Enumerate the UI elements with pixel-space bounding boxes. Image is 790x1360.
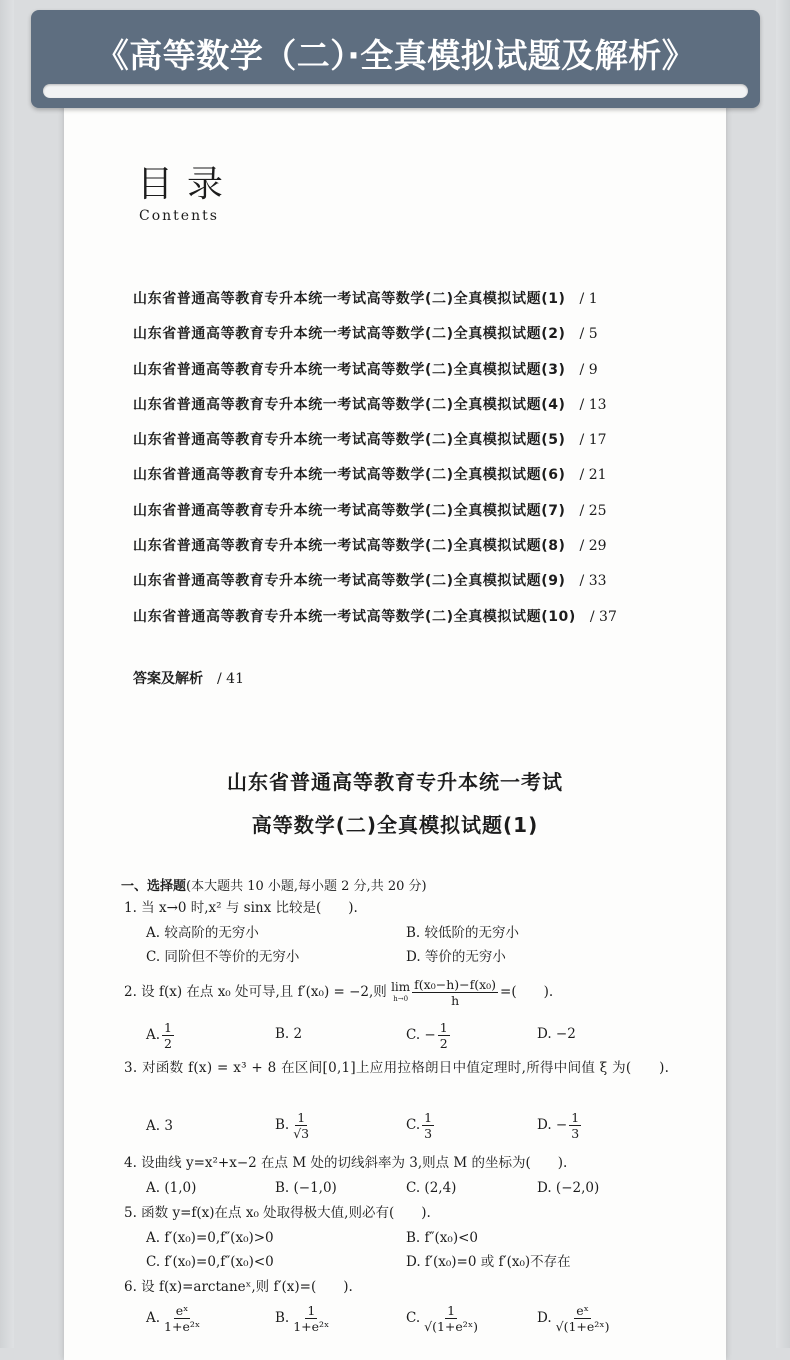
option-label: A. [146,1310,161,1326]
toc-item-page: / 29 [579,538,607,555]
option-fraction [291,1303,331,1334]
question-3-stem: 3. 对函数 f(x) = x³ + 8 在区间[0,1]上应用拉格朗日中值定理时,所得中间值 ξ 为( ). [124,1060,670,1076]
fraction-denominator: 1+e²ˣ [164,1319,201,1334]
toc-title: 目录 [137,164,238,205]
option-label: B. [275,1310,290,1326]
question-6-option-d [537,1303,614,1334]
question-4-option-b: B. (−1,0) [275,1180,337,1196]
toc-answers-page: / 41 [217,671,244,687]
question-6-option-b [275,1303,333,1334]
question-5-option-d: D. f′(x₀)=0 或 f′(x₀)不存在 [406,1254,571,1270]
toc-item-label: 山东省普通高等教育专升本统一考试高等数学(二)全真模拟试题(5) [133,432,566,449]
toc-item[interactable] [133,464,693,499]
section-label: 一、选择题 [121,879,187,894]
fraction-numerator: 1 [297,1110,306,1125]
option-fraction [162,1303,202,1334]
fraction-denominator: 3 [571,1126,580,1141]
toc-item-page: / 33 [579,573,607,590]
fraction-denominator: √(1+e²ˣ) [424,1319,478,1334]
toc-item-label: 山东省普通高等教育专升本统一考试高等数学(二)全真模拟试题(7) [133,502,566,519]
question-2-option-c [406,1020,452,1051]
fraction-numerator: 1 [164,1020,172,1035]
question-2-text: 2. 设 f(x) 在点 x₀ 处可导,且 f′(x₀) = −2,则 [124,984,387,1000]
title-banner [31,10,760,108]
toc-item[interactable] [133,394,693,429]
toc-item-label: 山东省普通高等教育专升本统一考试高等数学(二)全真模拟试题(6) [133,467,566,484]
toc-item-page: / 25 [579,502,607,519]
toc-item-label: 山东省普通高等教育专升本统一考试高等数学(二)全真模拟试题(3) [133,361,566,378]
question-1-option-a: A. 较高阶的无穷小 [146,925,259,941]
option-label: D. − [537,1117,568,1133]
fraction-denominator: 3 [424,1126,433,1141]
question-1-stem: 1. 当 x→0 时,x² 与 sinx 比较是( ). [124,900,358,916]
toc-item[interactable] [133,323,693,358]
question-2-option-a [146,1020,176,1051]
question-6-option-a [146,1303,204,1334]
banner-title: 《高等数学（二）·全真模拟试题及解析》 [95,36,696,75]
question-3-option-b [275,1110,313,1141]
toc-item[interactable] [133,288,693,323]
question-4-option-c: C. (2,4) [406,1180,457,1196]
toc-item[interactable] [133,570,693,605]
fraction-denominator: √(1+e²ˣ) [555,1319,610,1334]
question-4-stem: 4. 设曲线 y=x²+x−2 在点 M 处的切线斜率为 3,则点 M 的坐标为( ). [124,1155,568,1171]
question-3-option-d [537,1110,583,1141]
question-3-option-c [406,1110,436,1141]
background-right-edge [776,0,790,1348]
toc-item-label: 山东省普通高等教育专升本统一考试高等数学(二)全真模拟试题(8) [133,538,566,555]
fraction-numerator: eˣ [175,1303,189,1318]
question-3-option-a: A. 3 [146,1118,173,1134]
question-2-stem [124,975,553,1009]
toc-item[interactable] [133,535,693,570]
question-1-option-d: D. 等价的无穷小 [406,949,506,965]
option-label: B. [275,1117,290,1133]
toc-item-label: 山东省普通高等教育专升本统一考试高等数学(二)全真模拟试题(10) [133,608,576,625]
toc-answers-item[interactable] [133,668,244,688]
question-4-option-d: D. (−2,0) [537,1180,600,1196]
toc-list [133,288,693,641]
option-fraction [438,1020,450,1051]
option-fraction [554,1303,612,1334]
option-label: C. − [406,1027,436,1043]
toc-item-page: / 21 [579,467,607,484]
exam-title-line1: 山东省普通高等教育专升本统一考试 [227,770,563,794]
question-6-option-c [406,1303,482,1334]
toc-item-label: 山东省普通高等教育专升本统一考试高等数学(二)全真模拟试题(2) [133,326,566,343]
option-fraction [569,1110,581,1141]
question-2-option-d: D. −2 [537,1026,576,1042]
question-5-option-b: B. f″(x₀)<0 [406,1230,479,1246]
toc-item-page: / 37 [589,608,617,625]
toc-item[interactable] [133,500,693,535]
option-fraction [162,1020,174,1051]
option-label: C. [406,1117,421,1133]
limit-subscript: h→0 [393,994,409,1003]
question-4-option-a: A. (1,0) [146,1180,197,1196]
option-fraction [422,1303,480,1334]
toc-subtitle: Contents [139,208,219,224]
fraction-denominator: √3 [293,1126,310,1141]
question-6-stem: 6. 设 f(x)=arctaneˣ,则 f′(x)=( ). [124,1279,353,1295]
fraction-numerator: 1 [571,1110,580,1125]
option-fraction [291,1110,311,1141]
toc-item-label: 山东省普通高等教育专升本统一考试高等数学(二)全真模拟试题(4) [133,396,566,413]
option-fraction [422,1110,434,1141]
fraction-numerator: 1 [424,1110,433,1125]
toc-item-page: / 9 [579,361,598,378]
question-2-option-b: B. 2 [275,1026,303,1042]
toc-item-page: / 17 [579,432,607,449]
option-label: D. [537,1310,552,1326]
section-heading [121,875,427,894]
question-2-fraction [412,977,498,1008]
toc-item-page: / 5 [579,326,598,343]
toc-item[interactable] [133,606,693,641]
question-1-option-b: B. 较低阶的无穷小 [406,925,520,941]
question-5-option-a: A. f′(x₀)=0,f″(x₀)>0 [146,1230,274,1246]
section-note: (本大题共 10 小题,每小题 2 分,共 20 分) [186,879,427,894]
fraction-denominator: 2 [439,1036,448,1051]
fraction-numerator: 1 [439,1020,448,1035]
option-label: C. [406,1310,421,1326]
question-5-option-c: C. f′(x₀)=0,f″(x₀)<0 [146,1254,274,1270]
fraction-numerator: 1 [307,1303,316,1318]
fraction-numerator: eˣ [576,1303,589,1318]
question-2-tail: =( ). [500,984,554,1000]
toc-item-label: 山东省普通高等教育专升本统一考试高等数学(二)全真模拟试题(1) [133,291,566,307]
fraction-denominator: 2 [164,1036,172,1051]
toc-item[interactable] [133,359,693,394]
option-label: A. [146,1027,161,1043]
question-5-stem: 5. 函数 y=f(x)在点 x₀ 处取得极大值,则必有( ). [124,1205,431,1221]
question-2-limit [391,981,410,1005]
fraction-denominator: 1+e²ˣ [293,1319,330,1334]
question-1-option-c: C. 同阶但不等价的无穷小 [146,949,300,965]
exam-title-line2: 高等数学(二)全真模拟试题(1) [251,813,539,837]
toc-answers-label: 答案及解析 [133,671,203,687]
toc-item-page: / 13 [579,396,607,413]
background-left-edge [0,0,14,1348]
limit-symbol: lim [391,979,411,994]
banner-bar [43,84,748,98]
fraction-numerator: f(x₀−h)−f(x₀) [414,977,497,992]
toc-item-page: / 1 [579,291,598,307]
toc-item[interactable] [133,429,693,464]
fraction-numerator: 1 [447,1303,456,1318]
fraction-denominator: h [451,993,460,1008]
toc-item-label: 山东省普通高等教育专升本统一考试高等数学(二)全真模拟试题(9) [133,573,566,590]
